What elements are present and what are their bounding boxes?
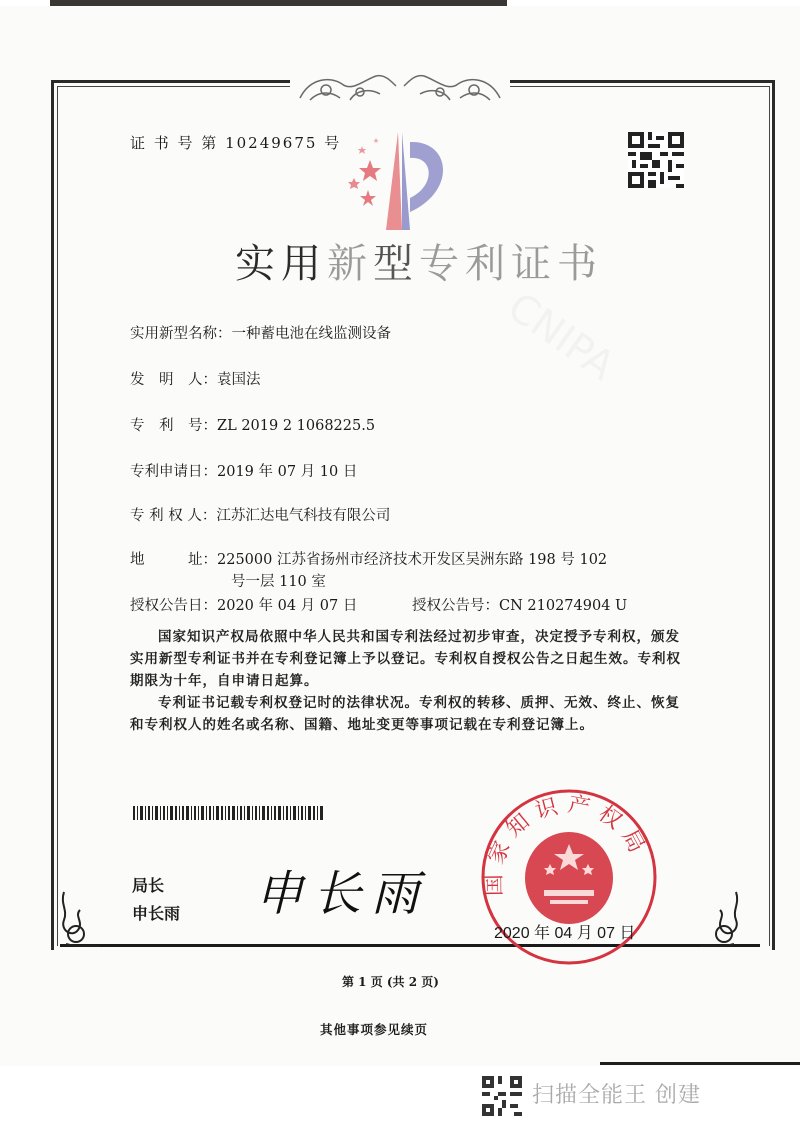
watermark: CNIPA (499, 283, 623, 390)
field-value: 2020 年 04 月 07 日 (217, 598, 358, 614)
field-patentee (130, 504, 390, 525)
field-value: 江苏汇达电气科技有限公司 (216, 508, 391, 524)
title-char: 型 (373, 241, 419, 287)
seal-date: 2020 年 04 月 07 日 (494, 925, 636, 942)
field-label: 专 利 权 人： (130, 508, 217, 524)
field-inventor (130, 368, 261, 389)
field-value: ZL 2019 2 1068225.5 (217, 418, 376, 434)
grant-statement (130, 626, 690, 736)
field-value: CN 210274904 U (499, 598, 628, 614)
field-label: 发 明 人： (130, 372, 217, 388)
scan-edge (50, 0, 507, 6)
field-utility-model-name (130, 322, 391, 343)
dragon-ornament-icon (290, 70, 510, 104)
field-address-line2 (231, 570, 326, 591)
field-filing-date (130, 460, 357, 481)
handwritten-signature: 申长雨 (255, 866, 430, 922)
signatory-title: 局长 (132, 876, 165, 895)
field-label: 专 利 号： (130, 418, 217, 434)
paragraph: 专利证书记载专利权登记时的法律状况。专利权的转移、质押、无效、终止、恢复和专利权人的姓名或名称、国籍、地址变更等事项记载在专利登记簿上。 (130, 695, 680, 733)
title-char: 用 (281, 241, 327, 287)
paragraph: 国家知识产权局依照中华人民共和国专利法经过初步审查，决定授予专利权，颁发实用新型专利证书并在专利登记簿上予以登记。专利权自授权公告之日起生效。专利权期限为十年，自申请日起算。 (130, 629, 681, 689)
field-label: 授权公告日： (130, 598, 217, 614)
field-value: 袁国法 (217, 372, 261, 388)
continued-note: 其他事项参见续页 (320, 1022, 429, 1037)
field-patent-number (130, 414, 375, 435)
svg-text:国家知识产权局: 国家知识产权局 (481, 792, 653, 897)
corner-ornament-icon (700, 890, 742, 950)
page-indicator: 第 1 页 (共 2 页) (342, 975, 439, 989)
field-value: 一种蓄电池在线监测设备 (231, 326, 391, 342)
qr-code-icon (628, 132, 684, 188)
field-value: 2019 年 07 月 10 日 (217, 464, 358, 480)
title-char: 证 (511, 241, 557, 287)
certificate-title (235, 232, 603, 289)
title-char: 专 (419, 241, 465, 287)
field-label: 专利申请日： (130, 464, 217, 480)
scanner-watermark-label: 扫描全能王 创建 (532, 1083, 701, 1108)
title-char: 新 (327, 241, 373, 287)
field-label: 授权公告号： (412, 598, 499, 614)
frame-border (51, 80, 54, 950)
title-char: 利 (465, 241, 511, 287)
title-char: 书 (557, 241, 603, 287)
scanner-qr-icon (482, 1076, 522, 1116)
signatory (132, 872, 180, 928)
scan-edge (600, 1062, 800, 1065)
field-grant-date (130, 594, 357, 615)
corner-ornament-icon (58, 890, 100, 950)
field-label: 地 址： (130, 552, 217, 568)
field-value: 225000 江苏省扬州市经济技术开发区吴洲东路 198 号 102 (217, 552, 608, 568)
frame-border (769, 86, 770, 946)
frame-border (772, 80, 775, 950)
field-label: 实用新型名称： (130, 326, 232, 342)
field-value: 号一层 110 室 (231, 574, 326, 590)
field-grant-number (412, 594, 627, 615)
field-address (130, 548, 607, 569)
cnipa-logo-icon (340, 130, 460, 235)
title-char: 实 (235, 241, 281, 287)
frame-border (57, 86, 58, 946)
barcode-icon (133, 805, 323, 819)
certificate-number: 证 书 号 第 10249675 号 (130, 134, 342, 152)
signatory-name: 申长雨 (132, 904, 181, 923)
